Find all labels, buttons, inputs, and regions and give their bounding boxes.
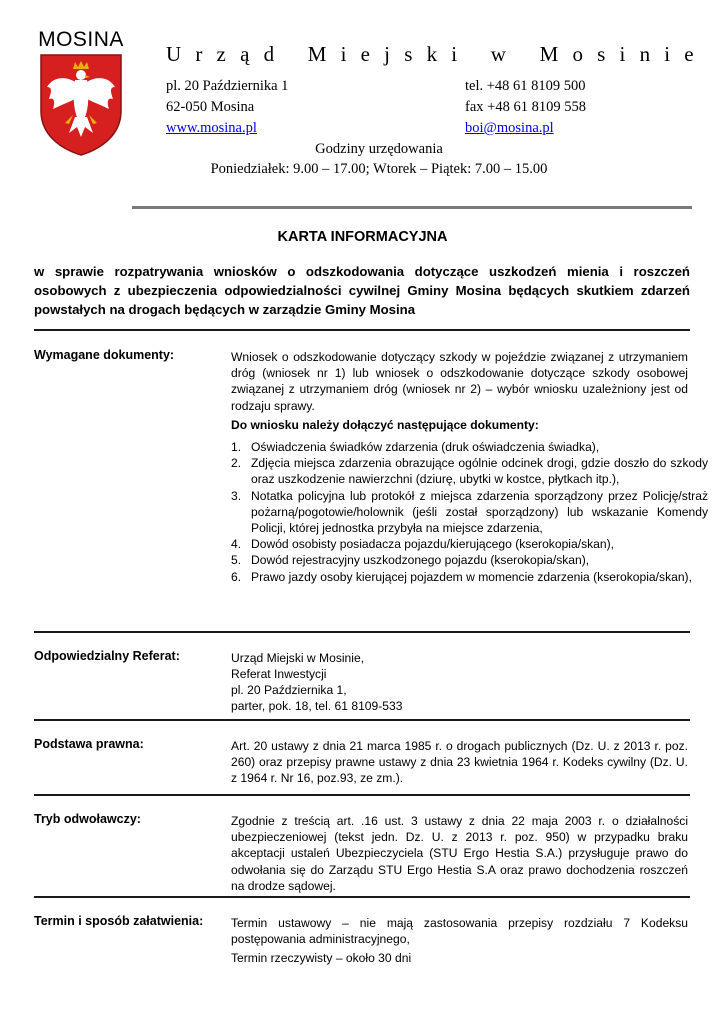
address-city: 62-050 Mosina (166, 99, 255, 115)
card-title: KARTA INFORMACYJNA (277, 229, 448, 245)
fax-number: fax +48 61 8109 558 (465, 99, 586, 115)
office-title: Urząd Miejski w Mosinie (166, 42, 708, 66)
deadline-label: Termin i sposób załatwienia: (34, 914, 204, 928)
department-line-3: pl. 20 Października 1, (231, 683, 347, 697)
card-subject: w sprawie rozpatrywania wniosków o odszkodowania dotyczące uszkodzeń mienia i roszczeń osobowych z ubezpieczenia odpowiedzialności cywilnej Gminy Mosina będących skutkiem zdarzeń powstałych na drogach będących w zarządzie Gminy Mosina (34, 264, 690, 317)
list-item: 3. Notatka policyjna lub protokół z miejsca zdarzenia sporządzony przez Policję/straż pożarną/pogotowie/holownik (jeśli został sporządzony) lub wskazanie Komendy Policji, której jednostka przybyła na miejsce zdarzenia, (231, 488, 708, 536)
legal-basis-text: Art. 20 ustawy z dnia 21 marca 1985 r. o drogach publicznych (Dz. U. z 2013 r. poz. 260) oraz przepisy prawne ustawy z dnia 23 kwietnia 1964 r. Kodeks cywilny (Dz. U. z 1964 r. Nr 16, poz.93, ze zm.). (231, 739, 688, 786)
coat-of-arms-icon (39, 53, 123, 157)
email-link[interactable]: boi@mosina.pl (465, 120, 554, 136)
list-item: 4. Dowód osobisty posiadacza pojazdu/kierującego (kserokopia/skan), (231, 537, 615, 552)
list-item: 6. Prawo jazdy osoby kierującej pojazdem w momencie zdarzenia (kserokopia/skan), (231, 569, 692, 584)
attachments-list (231, 439, 708, 585)
appeal-text: Zgodnie z treścią art. .16 ust. 3 ustawy z dnia 22 maja 2003 r. o działalności ubezpieczeniowej (tekst jedn. Dz. U. z 2013 r. poz. 950) w przypadku braku akceptacji ustaleń Ubezpieczyciela (STU Ergo Hestia S.A.) przysługuje prawo do odwołania się do Zarządu STU Ergo Hestia S.A oraz prawo dochodzenia roszczeń na drodze sądowej. (231, 814, 688, 893)
documents-intro: Wniosek o odszkodowanie dotyczący szkody w pojeździe związanej z utrzymaniem dróg (wniosek nr 1) lub wniosek o odszkodowanie dotyczące szkody osobowej związanej z utrzymaniem dróg (wniosek nr 2) – wybór wniosku uzależniony jest od rodzaju sprawy. (231, 350, 688, 413)
section-divider (34, 794, 690, 796)
legal-basis-label: Podstawa prawna: (34, 737, 144, 751)
attachments-heading: Do wniosku należy dołączyć następujące dokumenty: (231, 418, 539, 432)
list-item: 1. Oświadczenia świadków zdarzenia (druk oświadczenia świadka), (231, 440, 600, 454)
department-line-4: parter, pok. 18, tel. 61 8109-533 (231, 699, 403, 713)
office-hours-title: Godziny urzędowania (315, 141, 443, 157)
documents-label: Wymagane dokumenty: (34, 348, 175, 362)
website-link[interactable]: www.mosina.pl (166, 120, 257, 136)
deadline-statutory: Termin ustawowy – nie mają zastosowania przepisy rozdziału 7 Kodeksu postępowania administracyjnego, (231, 916, 688, 947)
department-label: Odpowiedzialny Referat: (34, 649, 180, 663)
department-line-2: Referat Inwestycji (231, 667, 327, 681)
phone-number: tel. +48 61 8109 500 (465, 78, 586, 94)
header-divider (132, 206, 692, 209)
list-item: 2. Zdjęcia miejsca zdarzenia obrazujące ogólnie odcinek drogi, gdzie doszło do szkody oraz uszkodzenie nawierzchni (dziurę, ubytki w kostce, płytkach itp.), (231, 456, 708, 487)
appeal-label: Tryb odwoławczy: (34, 812, 141, 826)
section-divider (34, 329, 690, 331)
section-divider (34, 631, 690, 633)
department-line-1: Urząd Miejski w Mosinie, (231, 651, 365, 665)
office-hours-value: Poniedziałek: 9.00 – 17.00; Wtorek – Piątek: 7.00 – 15.00 (210, 161, 548, 177)
municipal-logo (30, 28, 132, 158)
address-street: pl. 20 Października 1 (166, 78, 289, 94)
deadline-actual: Termin rzeczywisty – około 30 dni (231, 951, 412, 965)
logo-text: MOSINA (38, 28, 124, 51)
section-divider (34, 896, 690, 898)
section-divider (34, 719, 690, 721)
list-item: 5. Dowód rejestracyjny uszkodzonego pojazdu (kserokopia/skan), (231, 553, 590, 568)
